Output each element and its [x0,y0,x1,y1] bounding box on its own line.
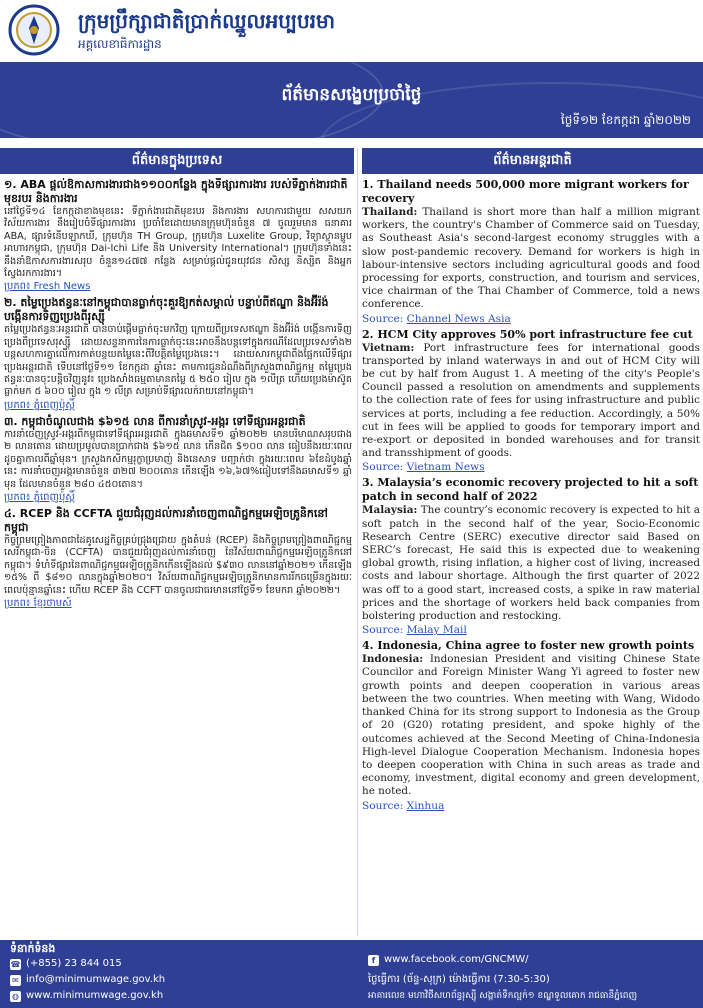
address-row [368,990,637,1003]
news-source-link[interactable]: Channel News Asia [406,312,511,325]
source-prefix: Source: [362,624,404,637]
news-body: តម្លៃប្រេងឥន្ធនៈអន្តរជាតិ បានចាប់ផ្ដើមធ្លាក់ចុះមកវិញ ក្រោយពីប្រទេសឥណ្ឌា និងអ៊ីរ៉ង់ បង្កើនការទិញប្រេងពីប្រទេសរុស្ស៊ី ដោយសន្ទនាការនៃការធ្លាក់ចុះនេះអាចនឹងបន្តទៅក្នុងករណីដែលប្រទេសទាំង២ បន្តសហការគ្នាលើការកាត់បន្ថយតម្លៃនេះពីវិបត្តិតម្លៃប្រេងនេះ។ ដោយសារកម្ពុជាពឹងផ្អែកលើទីផ្សារប្រេងអន្តរជាតិ ទើបនៅថ្ងៃទី១១ ខែកក្កដា ឆ្នាំនេះ តាមការជួនដំណឹងពីក្រសួងពាណិជ្ជកម្ម តម្លៃប្រេងឥន្ធនៈបានចុះបន្តិចវិញនូវ៖ ប្រេងសាំងធម្មតាមានតម្លៃ ៥ ២៥០ រៀល ក្នុង ១លីត្រ ហើយប្រេងម៉ាស៊ូត ធ្លាក់មក ៥ ៦០០ រៀល ក្នុង ១ លីត្រ សម្រាប់ទីផ្សារលក់រាយនៅកម្ពុជា។ [4,324,352,398]
news-source-link[interactable]: Xinhua [406,799,445,812]
international-news-heading: ព័ត៌មានអន្តរជាតិ [362,148,703,174]
news-title: ២. តម្លៃប្រេងឥន្ធនៈនៅកម្ពុជាបានធ្លាក់ចុះគួរឱ្យកត់សម្គាល់ បន្ទាប់ពីឥណ្ឌា និងអ៊ីរ៉ង់ បង្កើនការទិញប្រេងពីរុស្ស៊ី [4,296,329,324]
publication-date: ថ្ងៃទី១២ ខែកក្កដា ឆ្នាំ២០២២ [560,113,691,127]
news-item [4,415,352,505]
news-country-lead: Vietnam: [362,341,415,354]
phone-row [10,958,122,970]
news-title: 4. Indonesia, China agree to foster new growth points [362,639,695,653]
news-item [362,639,700,812]
news-source [362,799,700,813]
news-title: ១. ABA ផ្ដល់ឱកាសការងារជាង១១០០កន្លែង ក្នុងទីផ្សារការងារ របស់ទីភ្នាក់ងារជាតិមុខរបរ និងការងារ [4,178,348,205]
news-item [362,476,700,637]
news-body-text: Indonesian President and visiting Chinese State Councilor and Foreign Minister Wang Yi agreed to foster new growth points and deepen cooperation in various areas between the two countries. When meeting with Wang, Widodo thanked China for its strong support to Indonesia as the Group of 20 (G20) rotating president, and spoke highly of the outcomes achieved at the Second Meeting of China-Indonesia High-level Dialogue Cooperation Mechanism. Indonesia hopes to deepen cooperation with China in such areas as trade and economy, investment, digital economy and green development, he noted. [362,653,700,798]
news-source [362,460,700,474]
news-body: ការនាំចេញស្រូវ-អង្ករពីកម្ពុជាទៅទីផ្សារអន្តរជាតិ ក្នុងឆមាសទី១ ឆ្នាំ២០២២ មានបរិមាណសរុបជាង ២ លានតោន ដោយប្រមូលបានប្រាក់ជាង $៦១៥ លាន កើនជិត $១០០ លាន ធៀបនឹងរយៈពេលដូចគ្នាកាលពីឆ្នាំមុន។ ក្រសួងកសិកម្មរុក្ខាប្រមាញ់ និងនេសាទ បញ្ជាក់ថា ក្នុងរយៈពេល ៦ខែដំបូងឆ្នាំនេះ ការនាំចេញអង្ករមានចំនួន ៣២៧ ២០០តោន កើនឡើង ១៦,៦៧%ធៀបទៅនឹងឆមាសទី១ ឆ្នាំមុន ដែលមានចំនួន ២៨០ ៤៥០តោន។ [4,428,352,490]
news-body: កិច្ចព្រមព្រៀងភាពជាដៃគូសេដ្ឋកិច្ចគ្រប់ជ្រុងជ្រោយ ក្នុងតំបន់ (RCEP) និងកិច្ចព្រមព្រៀងពាណិជ្ជកម្មសេរីកម្ពុជា-ចិន (CCFTA) បានជួយជំរុញដល់ការនាំចេញ នៃវិស័យពាណិជ្ជកម្មអេឡិចត្រូនិកនៅកម្ពុជា។ ទំហំទីផ្សារនៃពាណិជ្ជកម្មអេឡិចត្រូនិកកើនឡើងដល់ $៩៣០ លាននៅឆ្នាំ២០២១ កើនឡើង ១៥% ពី $៨១០ លានក្នុងឆ្នាំ២០២០។ វិស័យពាណិជ្ជកម្មអេឡិចត្រូនិកមានការរីកចម្រើនក្នុងរយៈពេលប៉ុន្មានឆ្នាំនេះ ហើយ RCEP និង CCFT បានចូលជាធរមាននៅថ្ងៃទី១ ខែមករា ឆ្នាំ២០២២។ [4,534,352,596]
news-body [362,653,700,798]
local-news-heading: ព័ត៌មានក្នុងប្រទេស [0,148,354,174]
news-body-text: Thailand is short more than half a million migrant workers, the country's Chamber of Commerce said on Tuesday, as Southeast Asia's second-largest economy struggles with a slow post-pandemic recovery. Demand for workers is high in labour-intensive sectors including agricultural goods and food processing for exports, construction, and tourism and services, vice chairman of the Thai Chamber of Commerce, told a news conference. [362,206,700,311]
news-title: 2. HCM City approves 50% port infrastructure fee cut [362,327,693,341]
page-title: ព័ត៌មានសង្ខេបប្រចាំថ្ងៃ [281,85,422,105]
news-source-link[interactable]: ប្រភព៖ Fresh News [4,281,91,293]
news-country-lead: Indonesia: [362,653,424,666]
column-divider [357,148,358,936]
source-prefix: Source: [362,461,404,474]
news-title: 1. Thailand needs 500,000 more migrant workers for recovery [362,178,689,205]
news-title: 3. Malaysia’s economic recovery projected to hit a soft patch in second half of 2022 [362,476,699,504]
source-prefix: Source: [362,799,404,812]
news-title: ៣. កម្ពុជាចំណូលជាង $៦១៥ លាន ពីការនាំស្រូវ-អង្ករ ទៅទីផ្សារអន្តរជាតិ [4,414,306,428]
local-news-column [4,178,352,936]
globe-icon: ◍ [10,991,21,1002]
email-link[interactable]: info@minimumwage.gov.kh [26,974,166,985]
ministry-emblem-logo [8,4,60,56]
email-row [10,974,165,986]
news-body [362,206,700,312]
news-body-text: The country’s economic recovery is expected to hit a soft patch in the second half of the year, Socio-Economic Research Centre (SERC) executive director said Based on SERC’s forecast, He said this is expected due to weakening global growth, rising inflation, a higher cost of living, increased costs and labour shortage. Although the first quarter of 2022 was off to a good start, increased costs, a spike in raw material prices and the shortage of workers held back companies from bolstering production and restocking. [362,504,700,623]
news-source [362,312,700,326]
news-body [362,504,700,623]
news-item [4,296,352,412]
news-source-link[interactable]: ប្រភព៖ ខ្មែរថាមស៍ [4,597,72,609]
page-header [0,0,703,60]
organization-name: ក្រុមប្រឹក្សាជាតិប្រាក់ឈ្នួលអប្បបរមា [78,9,336,33]
organization-subtitle: អគ្គលេខាធិការដ្ឋាន [78,37,162,51]
news-item [362,178,700,326]
source-prefix: Source: [362,312,404,325]
international-news-column [362,178,700,936]
news-source [362,623,700,637]
news-title: ៤. RCEP និង CCFTA ជួយជំរុញដល់ការនាំចេញពាណិជ្ជកម្មអេឡិចត្រូនិកនៅកម្ពុជា [4,506,328,534]
facebook-icon: f [368,955,379,966]
news-source-link[interactable]: ប្រភព៖ ភ្នំពេញប៉ុស្តិ៍ [4,491,75,503]
news-source-link[interactable]: Vietnam News [406,461,485,474]
office-address: អាគារលេខ មហាវិថីសហព័ន្ធរុស្ស៊ី សង្កាត់ទឹកល្អក់១ ខណ្ឌទួលគោក រាជធានីភ្នំពេញ [368,991,638,1001]
contact-footer [0,940,703,1008]
phone-icon: ☎ [10,960,21,969]
hours-row [368,972,550,987]
news-source-link[interactable]: Malay Mail [406,624,467,637]
news-item [4,178,352,294]
news-body [362,342,700,461]
news-item [362,328,700,475]
news-country-lead: Thailand: [362,206,418,218]
facebook-row [368,954,528,966]
facebook-link[interactable]: www.facebook.com/GNCMW/ [384,954,529,965]
news-source-link[interactable]: ប្រភព៖ ភ្នំពេញប៉ុស្តិ៍ [4,399,75,411]
email-icon: ✉ [10,975,21,986]
office-hours: ថ្ងៃធ្វើការ (ច័ន្ទ-សុក្រ) ម៉ោងធ្វើការ (7:30-5:30) [368,974,550,985]
news-country-lead: Malaysia: [362,504,418,517]
website-link[interactable]: www.minimumwage.gov.kh [26,990,164,1001]
contact-title: ទំនាក់ទំនង [10,942,56,955]
phone-number[interactable]: (+855) 23 844 015 [26,958,122,969]
news-item [4,507,352,611]
news-body-text: Port infrastructure fees for international goods transported by inland waterways in and out of HCM City will be cut by half from August 1. A meeting of the city's People's Council passed a resolution on amendments and supplements to the collection rate of fees for using infrastructure and public services at ports, including a fee reduction. Accordingly, a 50% cut in fees will be applied to goods for temporary import and re-export or deposited in bonded warehouses and for transit and transshipment of goods. [362,341,700,460]
news-body: នៅថ្ងៃទី១៤ ខែកក្កដាខាងមុខនេះ ទីភ្នាក់ងារជាតិមុខរបរ និងការងារ សហការជាមួយ សសយក វិស័យការងារ នឹងរៀបចំទីផ្សារការងារ ប្រចាំខែដោយមានក្រុមហ៊ុនចំនួន ៧ ចូលរួមមាន ធនាគារ ABA, ផ្សារទំនើបឡាកឃី, ក្រុមហ៊ុន TH Group, ក្រុមហ៊ុន Luxelite Group, វិទ្យាស្ថានម្ហូបអាហារកម្ពុជា, ក្រុមហ៊ុន Dai-Ichi Life និង University International។ ក្រុមហ៊ុនទាំងនេះ នឹងនាំឱកាសការងារសរុប ចំនួន១៤៧៧ កន្លែង សម្រាប់ផ្ដល់ជូនយុវជន សិស្ស និស្សិត និងអ្នកស្វែងរកការងារ។ [4,206,352,280]
website-row [10,990,163,1002]
